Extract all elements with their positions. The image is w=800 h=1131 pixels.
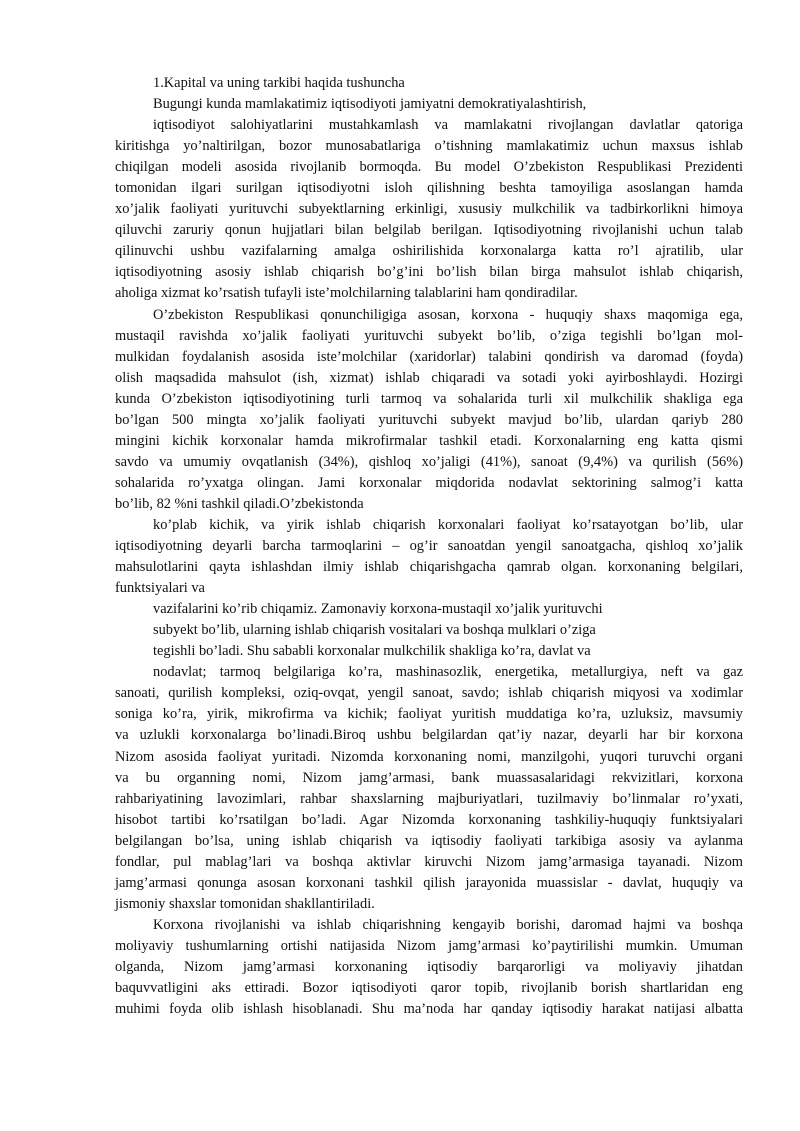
text-line: muhimi foyda olib ishlash hisoblanadi. Shu ma’noda har qanday iqtisodiy harakat natijasi albatta: [115, 1001, 743, 1018]
text-line: baquvvatligini aks ettiradi. Bozor iqtisodiyoti qaror topib, rivojlanib borish shartlaridan eng: [115, 980, 743, 997]
text-line: va bu organning nomi, Nizom jamg’armasi, bank muassasalaridagi rekvizitlari, korxona: [115, 769, 743, 786]
text-line: funktsiyalari va: [115, 580, 205, 597]
text-line: va uzlukli korxonalarga bo’linadi.Biroq ushbu belgilardan qat’iy nazar, deyarli har bir korxona: [115, 727, 743, 744]
text-line: bo’lgan 500 mingta xo’jalik faoliyati yurituvchi subyekt mavjud bo’lib, ulardan qariyb 280: [115, 411, 743, 428]
text-line: sanoati, qurilish kompleksi, oziq-ovqat, yengil sanoat, savdo; ishlab chiqarish miqyosi va xodimlar: [115, 685, 743, 702]
text-line: mingini kichik korxonalar hamda mikrofirmalar tashkil etadi. Korxonalarning eng katta qismi: [115, 432, 743, 449]
text-line: tomonidan ilgari surilgan iqtisodiyotni isloh qilishning beshta tamoyiliga asoslangan hamda: [115, 180, 743, 197]
text-line: sohalarida ro’yxatga olingan. Jami korxonalar miqdorida nodavlat sektorining salmog’i katta: [115, 474, 743, 491]
text-line: rahbariyatining lavozimlari, rahbar shaxslarning majburiyatlari, tuzilmaviy bo’linmalar ro’yxati,: [115, 790, 743, 807]
text-line: olganda, Nizom jamg’armasi korxonaning iqtisodiy barqarorligi va moliyaviy jihatdan: [115, 958, 743, 975]
text-line: O’zbekiston Respublikasi qonunchiligiga asosan, korxona - huquqiy shaxs maqomiga ega,: [153, 306, 743, 323]
text-line: jismoniy shaxslar tomonidan shakllantiriladi.: [115, 895, 375, 912]
text-line: tegishli bo’ladi. Shu sababli korxonalar mulkchilik shakliga ko’ra, davlat va: [153, 643, 591, 660]
text-line: qilinuvchi ushbu vazifalarning amalga oshirilishida korxonalarga katta ro’l ajratilib, ular: [115, 243, 743, 260]
text-line: qiluvchi zaruriy qonun hujjatlari bilan belgilab berilgan. Iqtisodiyotning rivojlanishi uchun talab: [115, 222, 743, 239]
text-line: Korxona rivojlanishi va ishlab chiqarishning kengayib borishi, daromad hajmi va boshqa: [153, 916, 743, 933]
text-line: iqtisodiyotning asosiy ishlab chiqarish bo’g’ini bo’lish bilan birga mahsulot ishlab chiqarish,: [115, 264, 743, 281]
text-line: Nizom asosida faoliyat yuritadi. Nizomda korxonaning nomi, manzilgohi, yuqori turuvchi organi: [115, 748, 743, 765]
text-line: ko’plab kichik, va yirik ishlab chiqarish korxonalari faoliyat ko’rsatayotgan bo’lib, ular: [153, 516, 743, 533]
text-line: savdo va umumiy ovqatlanish (34%), qishloq xo’jaligi (41%), sanoat (9,4%) va qurilish (56%): [115, 453, 743, 470]
text-line: hisobot tartibi ko’rsatilgan bo’ladi. Agar Nizomda korxonaning tashkiliy-huquqiy funktsiyalari: [115, 811, 743, 828]
text-line: nodavlat; tarmoq belgilariga ko’ra, mashinasozlik, energetika, metallurgiya, neft va gaz: [153, 664, 743, 681]
text-line: mustaqil ravishda xo’jalik faoliyati yurituvchi subyekt bo’lib, o’ziga tegishli bo’lgan mol-: [115, 327, 743, 344]
text-line: aholiga xizmat ko’rsatish tufayli iste’molchilarning talablarini ham qondiradilar.: [115, 285, 578, 302]
text-line: iqtisodiyotning deyarli barcha tarmoqlarini – og’ir sanoatdan yengil sanoatgacha, qishloq xo’jalik: [115, 538, 743, 555]
text-line: bo’lib, 82 %ni tashkil qiladi.O’zbekistonda: [115, 495, 364, 512]
text-line: vazifalarini ko’rib chiqamiz. Zamonaviy korxona-mustaqil xo’jalik yurituvchi: [153, 601, 603, 618]
text-line: 1.Kapital va uning tarkibi haqida tushuncha: [153, 75, 405, 91]
text-line: olish maqsadida mahsulot (ish, xizmat) ishlab chiqaradi va sotadi yoki ayirboshlaydi. Hozirgi: [115, 369, 743, 386]
text-line: mulkidan foydalanish asosida iste’molchilar (xaridorlar) talabini qondirish va daromad (foyda): [115, 348, 743, 365]
text-line: fondlar, pul mablag’lari va boshqa aktivlar kiruvchi Nizom jamg’armasiga tayanadi. Nizom: [115, 853, 743, 870]
text-line: chiqilgan modeli asosida rivojlanib bormoqda. Bu model O’zbekiston Respublikasi Prezidenti: [115, 159, 743, 176]
text-line: soniga ko’ra, yirik, mikrofirma va kichik; faoliyat yuritish muddatiga ko’ra, uzluksiz, mavsumiy: [115, 706, 743, 723]
text-line: Bugungi kunda mamlakatimiz iqtisodiyoti jamiyatni demokratiyalashtirish,: [153, 96, 587, 113]
text-line: xo’jalik faoliyati yurituvchi subyektlarning erkinligi, xususiy mulkchilik va tadbirkorlikni himoya: [115, 201, 743, 218]
text-line: iqtisodiyot salohiyatlarini mustahkamlash va mamlakatni rivojlangan davlatlar qatoriga: [153, 117, 743, 134]
text-line: belgilangan bo’lsa, uning ishlab chiqarish va iqtisodiy faoliyati tarkibiga asosiy va aylanma: [115, 832, 743, 849]
text-line: kunda O’zbekiston iqtisodiyotining turli tarmoq va sohalarida turli xil mulkchilik shakliga ega: [115, 390, 743, 407]
text-line: kiritishga yo’naltirilgan, bozor munosabatlariga o’tishning mamlakatimiz uchun maxsus ishlab: [115, 138, 743, 155]
text-line: mahsulotlarini qayta ishlashdan ilmiy ishlab chiqarishgacha qamrab olgan. korxonaning belgilari,: [115, 559, 743, 576]
text-line: jamg’armasi qonunga asosan korxonani tashkil qilish jarayonida muassislar - davlat, huquqiy va: [115, 874, 743, 891]
text-line: moliyaviy tushumlarning ortishi natijasida Nizom jamg’armasi ko’paytirilishi mumkin. Umuman: [115, 937, 743, 954]
document-body: [115, 73, 743, 1020]
text-line: subyekt bo’lib, ularning ishlab chiqarish vositalari va boshqa mulklari o’ziga: [153, 622, 596, 639]
